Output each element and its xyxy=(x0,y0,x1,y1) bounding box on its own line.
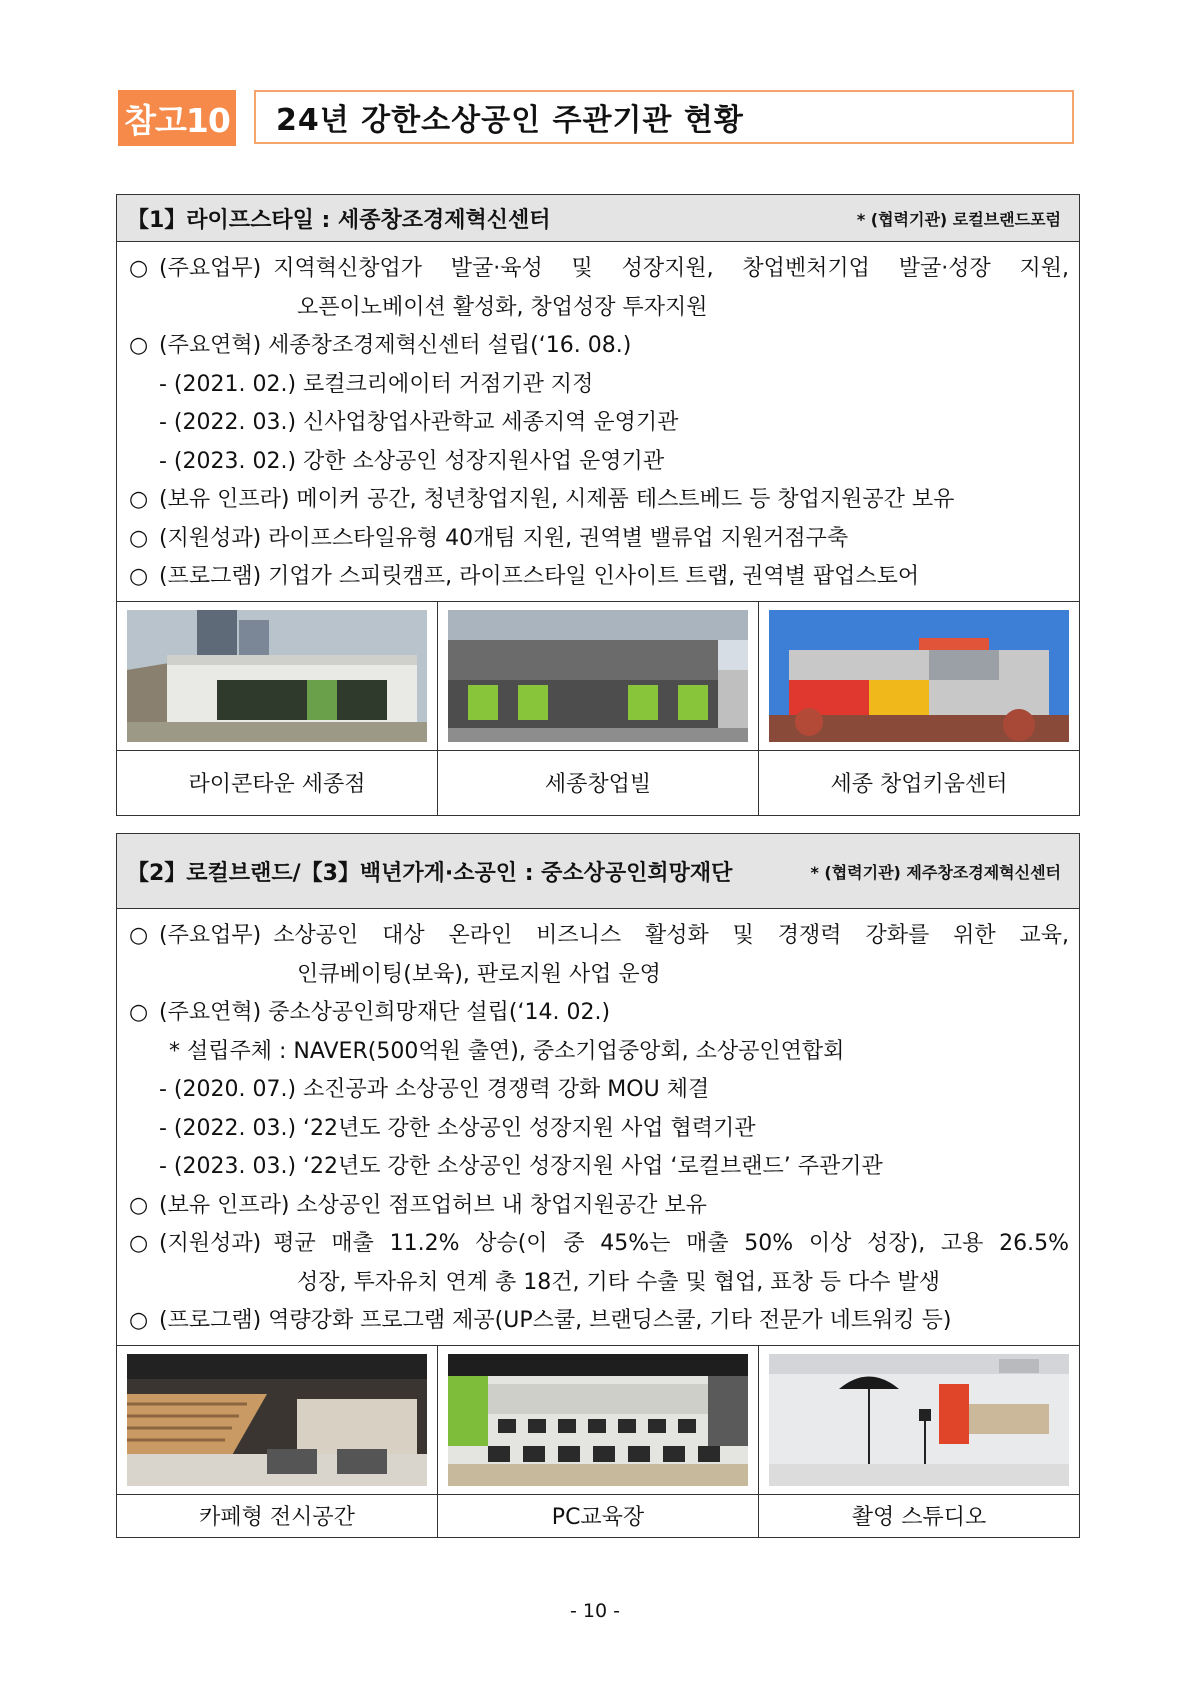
photo-caption: 세종창업빌 xyxy=(438,751,759,815)
section-title: 【2】로컬브랜드/【3】백년가게·소공인 : 중소상공인희망재단 xyxy=(127,860,733,886)
bullet: ○ xyxy=(129,1308,149,1333)
page-title: 24년 강한소상공인 주관기관 현황 xyxy=(254,90,1074,144)
bullet: ○ xyxy=(129,1000,149,1025)
item-text: (프로그램) 기업가 스피릿캠프, 라이프스타일 인사이트 트랩, 권역별 팝업스토어 xyxy=(159,564,920,589)
history-item: - (2020. 07.) 소진공과 소상공인 경쟁력 강화 MOU 체결 xyxy=(159,1077,710,1102)
list-item xyxy=(129,1187,1069,1226)
photo-cell xyxy=(117,602,438,750)
section-body xyxy=(117,242,1079,601)
item-text: 평균 매출 11.2% 상승(이 중 45%는 매출 50% 이상 성장), 고용 26.5% xyxy=(273,1231,1069,1256)
photo-row xyxy=(117,601,1079,750)
list-item xyxy=(129,481,1069,520)
bullet: ○ xyxy=(129,487,149,512)
item-label: (주요업무) xyxy=(159,256,262,281)
interior-photo-cafe-exhibition xyxy=(127,1354,427,1486)
photo-caption: 라이콘타운 세종점 xyxy=(117,751,438,815)
item-label: (지원성과) xyxy=(159,1231,262,1256)
photo-cell xyxy=(117,1346,438,1494)
building-photo-lycon-town xyxy=(127,610,427,742)
section-title: 【1】라이프스타일 : 세종창조경제혁신센터 xyxy=(127,207,551,233)
page-number: - 10 - xyxy=(570,1600,620,1622)
item-label: (주요업무) xyxy=(159,923,262,948)
interior-photo-pc-lab xyxy=(448,1354,748,1486)
list-item xyxy=(129,1225,1069,1264)
item-text: (보유 인프라) 소상공인 점프업허브 내 창업지원공간 보유 xyxy=(159,1192,707,1218)
history-item: - (2022. 03.) ‘22년도 강한 소상공인 성장지원 사업 협력기관 xyxy=(159,1115,756,1141)
history-item: - (2023. 02.) 강한 소상공인 성장지원사업 운영기관 xyxy=(159,448,665,474)
building-photo-sejong-kium xyxy=(769,610,1069,742)
note-item: * 설립주체 : NAVER(500억원 출연), 중소기업중앙회, 소상공인연합회 xyxy=(169,1038,845,1064)
partner-note: * (협력기관) 제주창조경제혁신센터 xyxy=(810,862,1061,882)
building-photo-sejong-startup xyxy=(448,610,748,742)
photo-caption: PC교육장 xyxy=(438,1495,759,1537)
item-text: (지원성과) 라이프스타일유형 40개팀 지원, 권역별 밸류업 지원거점구축 xyxy=(159,525,849,551)
photo-cell xyxy=(438,602,759,750)
list-item xyxy=(129,994,1069,1033)
section-body xyxy=(117,909,1079,1345)
photo-cell xyxy=(438,1346,759,1494)
section-lifestyle xyxy=(116,194,1080,816)
caption-row xyxy=(117,750,1079,815)
list-item xyxy=(129,327,1069,366)
item-text: (주요연혁) 세종창조경제혁신센터 설립(‘16. 08.) xyxy=(159,333,632,358)
photo-caption: 촬영 스튜디오 xyxy=(851,1505,987,1530)
bullet: ○ xyxy=(129,256,149,281)
caption-row xyxy=(117,1494,1079,1537)
bullet: ○ xyxy=(129,564,149,589)
item-text: (보유 인프라) 메이커 공간, 청년창업지원, 시제품 테스트베드 등 창업지원공간 보유 xyxy=(159,487,955,512)
list-item xyxy=(129,917,1069,956)
bullet: ○ xyxy=(129,525,149,551)
list-item xyxy=(129,520,1069,559)
interior-photo-studio xyxy=(769,1354,1069,1486)
photo-cell xyxy=(759,602,1079,750)
photo-caption: 카페형 전시공간 xyxy=(117,1495,438,1537)
item-text: 지역혁신창업가 발굴·육성 및 성장지원, 창업벤처기업 발굴·성장 지원, xyxy=(273,256,1069,281)
photo-cell xyxy=(759,1346,1079,1494)
list-item xyxy=(129,1302,1069,1341)
history-item: - (2022. 03.) 신사업창업사관학교 세종지역 운영기관 xyxy=(159,410,679,435)
bullet: ○ xyxy=(129,1231,149,1256)
history-item: - (2023. 03.) ‘22년도 강한 소상공인 성장지원 사업 ‘로컬브랜드’ 주관기관 xyxy=(159,1154,883,1179)
section-header xyxy=(117,195,1079,242)
reference-badge: 참고10 xyxy=(118,90,236,146)
section-local-brand xyxy=(116,833,1080,1538)
photo-row xyxy=(117,1345,1079,1494)
bullet: ○ xyxy=(129,1192,149,1218)
section-header xyxy=(117,834,1079,909)
bullet: ○ xyxy=(129,923,149,948)
list-item xyxy=(129,250,1069,289)
item-text: (주요연혁) 중소상공인희망재단 설립(‘14. 02.) xyxy=(159,1000,611,1025)
item-text: (프로그램) 역량강화 프로그램 제공(UP스쿨, 브랜딩스쿨, 기타 전문가 네트워킹 등) xyxy=(159,1308,952,1333)
list-item-continuation: 성장, 투자유치 연계 총 18건, 기타 수출 및 협업, 표창 등 다수 발생 xyxy=(297,1269,940,1295)
photo-caption: 세종 창업키움센터 xyxy=(830,772,1008,797)
list-item-continuation: 오픈이노베이션 활성화, 창업성장 투자지원 xyxy=(297,294,708,320)
bullet: ○ xyxy=(129,333,149,358)
history-item: - (2021. 02.) 로컬크리에이터 거점기관 지정 xyxy=(159,371,594,397)
list-item-continuation: 인큐베이팅(보육), 판로지원 사업 운영 xyxy=(297,961,661,987)
list-item xyxy=(129,558,1069,597)
partner-note: * (협력기관) 로컬브랜드포럼 xyxy=(856,209,1061,229)
item-text: 소상공인 대상 온라인 비즈니스 활성화 및 경쟁력 강화를 위한 교육, xyxy=(273,923,1069,948)
